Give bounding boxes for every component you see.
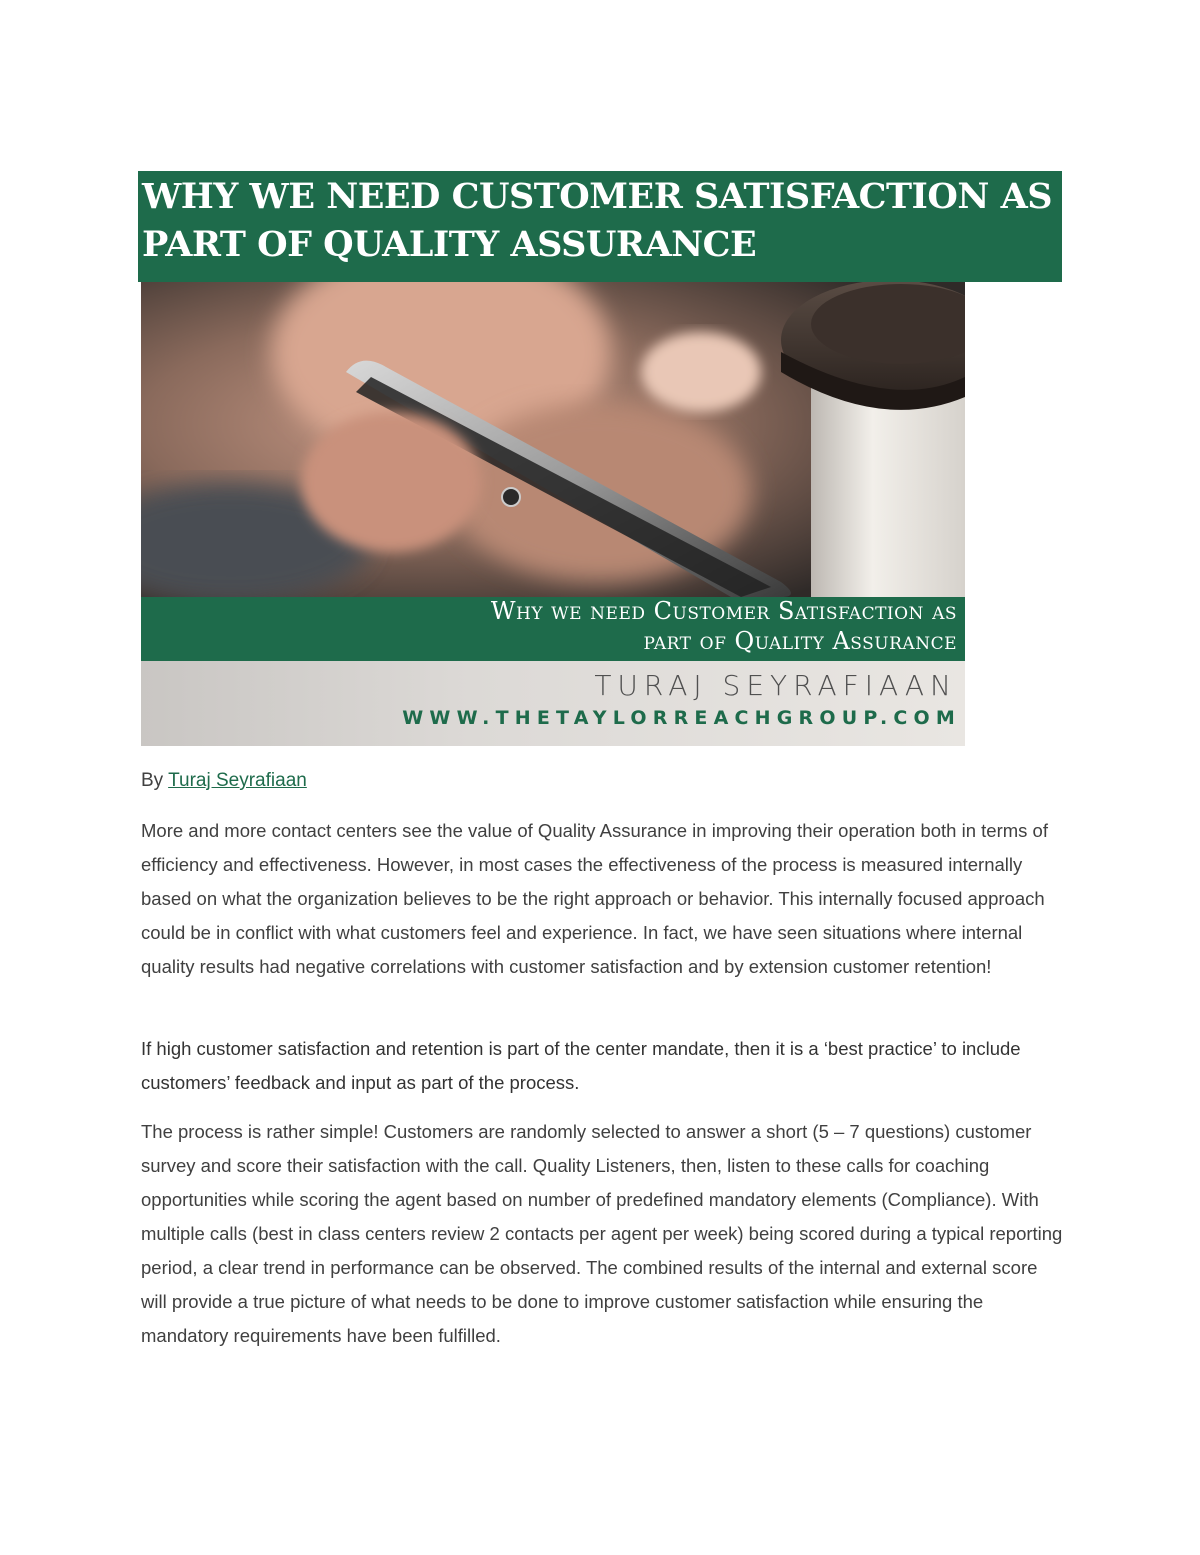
title-banner	[138, 171, 1062, 282]
body-paragraph-3: The process is rather simple! Customers are randomly selected to answer a short (5 – 7 questions) customer survey and score their satisfaction with the call. Quality Listeners, then, listen to these calls for coaching opportunities while scoring the agent based on number of predefined mandatory elements (Compliance). With multiple calls (best in class centers review 2 contacts per agent per week) being scored during a typical reporting period, a clear trend in performance can be observed. The combined results of the internal and external score will provide a true picture of what needs to be done to improve customer satisfaction while ensuring the mandatory requirements have been fulfilled.	[141, 1121, 1063, 1346]
phone-coffee-photo	[141, 282, 965, 597]
hero-title-line-1: Why we need Customer Satisfaction as	[490, 597, 957, 625]
hero-url-text: WWW.THETAYLORREACHGROUP.COM	[402, 707, 961, 729]
body-paragraph-1: More and more contact centers see the value of Quality Assurance in improving their operation both in terms of efficiency and effectiveness. However, in most cases the effectiveness of the process is measured internally based on what the organization believes to be the right approach or behavior. This internally focused approach could be in conflict with what customers feel and experience. In fact, we have seen situations where internal quality results had negative correlations with customer satisfaction and by extension customer retention!	[141, 820, 1048, 977]
hero-credit-band	[141, 661, 965, 746]
hero-title-line-2: part of Quality Assurance	[643, 627, 957, 655]
hero-image	[141, 282, 965, 746]
byline	[141, 770, 307, 792]
article-title: WHY WE NEED CUSTOMER SATISFACTION AS PART OF QUALITY ASSURANCE	[142, 176, 1053, 265]
hero-author-text: TURAJ SEYRAFIAAN	[594, 669, 957, 702]
author-link[interactable]: Turaj Seyrafiaan	[168, 770, 307, 791]
body-paragraph-2: If high customer satisfaction and retention is part of the center mandate, then it is a ‘best practice’ to include customers’ feedback and input as part of the process.	[141, 1038, 1021, 1093]
byline-prefix: By	[141, 770, 164, 791]
hero-title-band	[141, 597, 965, 661]
